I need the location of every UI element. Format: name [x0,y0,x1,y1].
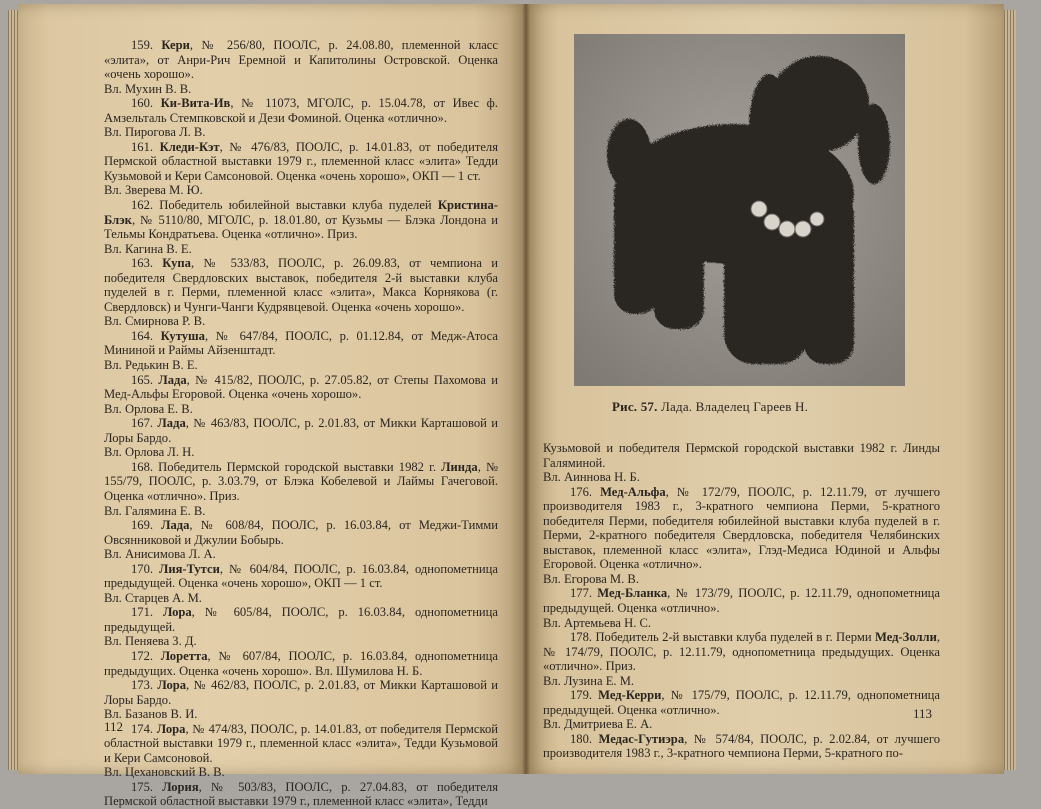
dog-name: Линда [441,459,478,474]
owner-line [543,616,940,631]
catalog-entry [104,198,498,242]
entry-number: 171. [131,605,163,620]
entry-details: , № 175/79, ПООЛС, р. 12.11.79, однопометница предыдущей. Оценка «отлично». [543,688,941,717]
owner-text: Вл. Кагина В. Е. [104,241,192,256]
entry-details: , № 462/83, ПООЛС, р. 2.01.83, от Микки Карташовой и Лоры Бардо. [104,678,498,707]
entry-number: 170. [131,561,159,576]
dog-name: Лоретта [160,648,208,663]
catalog-entry [104,562,498,591]
book-gutter [522,4,530,774]
owner-text: Вл. Мухин В. В. [104,81,192,96]
page-edges-right [1004,10,1016,770]
owner-text: Вл. Старцев А. М. [104,590,202,605]
owner-text: Вл. Лузина Е. М. [543,673,635,688]
entry-number: 168. [131,459,159,474]
poodle-photo [574,34,905,386]
catalog-entry [104,649,498,678]
owner-text: Вл. Артемьева Н. С. [543,615,652,630]
owner-text: Вл. Смирнова Р. В. [104,314,206,329]
owner-line [104,445,498,460]
page-number-right: 113 [913,706,933,721]
entry-number: 160. [131,96,161,111]
poodle-illustration [574,34,905,386]
page-number-left: 112 [104,719,124,734]
entry-number: 173. [131,678,158,693]
owner-text: Вл. Анисимова Л. А. [104,547,216,562]
entry-number: 165. [131,372,159,387]
entry-number: 163. [131,256,163,271]
entry-details: , № 173/79, ПООЛС, р. 12.11.79, однопометница предыдущей. Оценка «отлично». [543,586,941,616]
catalog-entry [543,688,940,717]
catalog-entry [104,416,498,445]
entry-details: , № 172/79, ПООЛС, р. 12.11.79, от лучшего производителя 1983 г., 3-кратного чемпиона Перми, 5-кратного победителя Перми, победителя юбилейной выставки клуба пуделей в г. Перми, 2-кратного победителя Свердловска, победителя Челябинских выставок, племенной класс «элита», Глэд-Медиса Юдиной и Альфы Егоровой. Оценка «отлично». [543,484,940,572]
dog-name: Лора [156,721,186,736]
catalog-entry [104,678,498,707]
catalog-entry [104,605,498,634]
dog-name: Лора [157,678,187,693]
dog-name: Кледи-Кэт [159,139,220,154]
entry-details: , № 607/84, ПООЛС, р. 16.03.84, однопометница предыдущих. Оценка «очень хорошо». Вл. Шумилова Н. Б. [104,648,498,678]
dog-name: Лада [157,416,186,431]
entry-details: , № 174/79, ПООЛС, р. 12.11.79, однопометница предыдущих. Оценка «отлично». Приз. [543,630,940,674]
owner-line [543,717,940,732]
owner-line [104,402,498,417]
dog-name: Купа [162,256,191,271]
owner-line [104,707,498,722]
dog-name: Мед-Бланка [597,586,668,601]
entry-number: 169. [131,518,162,533]
catalog-entry [104,96,498,125]
entry-details: , № 415/82, ПООЛС, р. 27.05.82, от Степы Пахомова и Мед-Альфы Егоровой. Оценка «очень хорошо». [104,372,498,402]
entry-number: 178. [570,630,596,645]
owner-text: Вл. Орлова Е. В. [104,401,193,416]
entry-prefix: Победитель юбилейной выставки клуба пуделей [159,198,438,213]
entry-number: 180. [570,731,599,746]
dog-name: Кристина-Блэк [104,198,498,227]
entry-details: , № 155/79, ПООЛС, р. 3.03.79, от Блэка Кобелевой и Лаймы Гачеговой. Оценка «отлично». Приз. [104,459,498,503]
entry-details: , № 11073, МГОЛС, р. 15.04.78, от Ивес ф. Амзельталь Стемпковской и Дези Фоминой. Оценка «отлично». [104,96,498,125]
figure-caption [612,399,912,415]
entry-number: 162. [131,198,160,213]
owner-line [104,358,498,373]
catalog-entry [104,140,498,184]
owner-text: Вл. Пирогова Л. В. [104,125,206,140]
catalog-entry [543,732,940,761]
catalog-entry [104,722,498,766]
entry-number: 175. [131,779,163,794]
entry-details: , № 503/83, ПООЛС, р. 27.04.83, от победителя Пермской областной выставки 1979 г., племенной класс «элита», Тедди [104,779,498,809]
owner-text: Вл. Аиннова Н. Б. [543,470,640,485]
dog-name: Лора [163,605,192,620]
entry-number: 172. [131,648,161,663]
entry-number: 167. [131,416,158,431]
owner-line [104,591,498,606]
dog-name: Лория [162,779,199,794]
dog-name: Мед-Керри [598,688,662,703]
owner-text: Вл. Галямина Е. В. [104,503,206,518]
owner-text: Кузьмовой и победителя Пермской городской выставки 1982 г. Линды Галяминой. [543,441,940,470]
entry-number: 176. [570,484,601,499]
entry-number: 174. [131,721,157,736]
owner-line [543,470,940,485]
owner-line [104,765,498,780]
dog-name: Мед-Альфа [600,484,666,499]
page-edges-left [8,10,18,770]
dog-name: Кутуша [160,328,205,343]
dog-name: Мед-Золли [874,630,937,645]
entry-details: , № 604/84, ПООЛС, р. 16.03.84, однопометница предыдущей. Оценка «очень хорошо», ОКП — 1 ст. [104,561,498,591]
owner-text: Вл. Егорова М. В. [543,571,639,586]
owner-line [104,504,498,519]
catalog-entry [104,780,498,809]
dog-name: Ки-Вита-Ив [160,96,231,111]
catalog-entry [543,630,940,674]
entry-number: 159. [131,38,162,52]
dog-name: Лия-Тутси [158,561,220,576]
entry-details: , № 647/84, ПООЛС, р. 01.12.84, от Медж-Атоса Мининой и Раймы Айзенштадт. [104,328,499,358]
owner-text: Вл. Редькин В. Е. [104,358,198,373]
catalog-entry [104,329,498,358]
owner-line [104,183,498,198]
entry-number: 177. [570,586,598,601]
entry-details: , № 256/80, ПООЛС, р. 24.08.80, племенной класс «элита», от Анри-Рич Еремной и Капитолины Островской. Оценка «очень хорошо». [104,38,498,82]
owner-line [104,547,498,562]
catalog-entry [104,518,498,547]
entry-details: , № 5110/80, МГОЛС, р. 18.01.80, от Кузьмы — Блэка Лондона и Тельмы Кондратьева. Оценка «отлично». Приз. [104,212,498,242]
entry-details: , № 605/84, ПООЛС, р. 16.03.84, однопометница предыдущей. [104,605,498,634]
dog-name: Лада [161,518,190,533]
owner-line [543,674,940,689]
left-text-column [104,38,498,809]
owner-text: Вл. Базанов В. И. [104,707,198,722]
owner-line [543,572,940,587]
owner-line [104,634,498,649]
owner-text: Вл. Дмитриева Е. А. [543,717,653,732]
catalog-entry [543,586,940,615]
catalog-entry [104,373,498,402]
owner-text: Вл. Цехановский В. В. [104,765,225,780]
owner-text: Вл. Зверева М. Ю. [104,183,203,198]
entry-details: , № 463/83, ПООЛС, р. 2.01.83, от Микки Карташовой и Лоры Бардо. [104,416,499,445]
owner-line [104,314,498,329]
owner-line [104,242,498,257]
catalog-entry [104,38,498,82]
catalog-entry [104,256,498,314]
dog-name: Медас-Гутиэра [598,731,685,746]
figure-number: Рис. 57. [612,399,658,414]
owner-line [104,82,498,97]
owner-line [543,441,940,470]
entry-prefix: Победитель 2-й выставки клуба пуделей в г. Перми [595,630,875,645]
entry-details: , № 474/83, ПООЛС, р. 14.01.83, от победителя Пермской областной выставки 1979 г., племенной класс «элита», Тедди Кузьмовой и Кери Самсоновой. [104,721,499,765]
entry-number: 179. [570,688,599,703]
dog-name: Лада [158,372,187,387]
catalog-entry [104,460,498,504]
entry-details: , № 574/84, ПООЛС, р. 2.02.84, от лучшего производителя 1983 г., 3-кратного чемпиона Перми, 5-кратного по- [543,731,940,761]
entry-prefix: Победитель Пермской городской выставки 1982 г. [158,459,442,474]
owner-text: Вл. Пеняева З. Д. [104,634,197,649]
entry-details: , № 476/83, ПООЛС, р. 14.01.83, от победителя Пермской областной выставки 1979 г., племенной класс «элита» Тедди Кузьмовой и Кери Самсоновой. Оценка «очень хорошо», ОКП — 1 ст. [104,139,498,183]
dog-name: Кери [161,38,190,52]
entry-details: , № 608/84, ПООЛС, р. 16.03.84, от Меджи-Тимми Овсянниковой и Джулии Бобырь. [104,518,499,547]
owner-text: Вл. Орлова Л. Н. [104,445,195,460]
entry-details: , № 533/83, ПООЛС, р. 26.09.83, от чемпиона и победителя Свердловских выставок, победителя 2-й выставки клуба пуделей в г. Перми, племенной класс «элита», Макса Корнякова (г. Свердловск) и Чунги-Чанги Кудрявцевой. Оценка «очень хорошо». [104,256,499,314]
entry-number: 161. [131,139,160,154]
entry-number: 164. [131,328,161,343]
figure-caption-text: Лада. Владелец Гареев Н. [657,399,809,414]
right-text-column [543,441,940,761]
catalog-entry [543,485,940,572]
owner-line [104,125,498,140]
